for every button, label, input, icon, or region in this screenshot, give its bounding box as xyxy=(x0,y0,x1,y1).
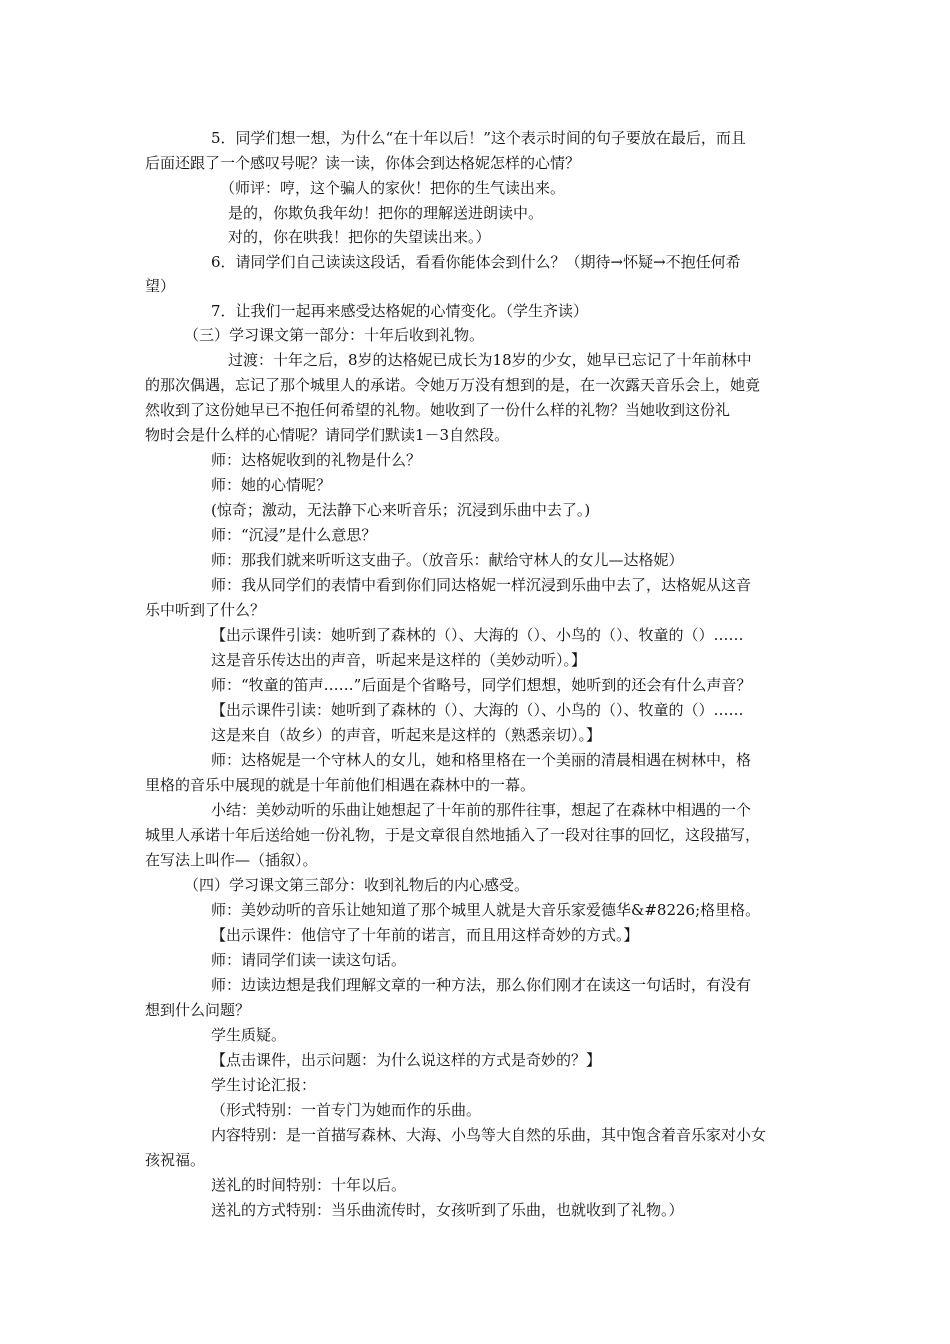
paragraph-line: 送礼的时间特别：十年以后。 xyxy=(211,1176,407,1194)
paragraph-line: 【出示课件引读：她听到了森林的（）、大海的（）、小鸟的（）、牧童的（）…… xyxy=(211,626,744,644)
paragraph-line: 物时会是什么样的心情呢？请同学们默读1－3自然段。 xyxy=(145,426,510,444)
paragraph-line: 城里人承诺十年后送给她一份礼物，于是文章很自然地插入了一段对往事的回忆，这段描写， xyxy=(145,826,761,844)
paragraph-line: 师：边读边想是我们理解文章的一种方法，那么你们刚才在读这一句话时，有没有 xyxy=(211,976,752,994)
paragraph-line: 乐中听到了什么？ xyxy=(145,601,266,619)
paragraph-line: 【出示课件引读：她听到了森林的（）、大海的（）、小鸟的（）、牧童的（）…… xyxy=(211,701,744,719)
paragraph-line: 师：美妙动听的音乐让她知道了那个城里人就是大音乐家爱德华&#8226;格里格。 xyxy=(211,901,761,919)
paragraph-line: 师：“沉浸”是什么意思？ xyxy=(211,526,377,544)
paragraph-line: 送礼的方式特别：当乐曲流传时，女孩听到了乐曲，也就收到了礼物。） xyxy=(211,1201,684,1219)
paragraph-line: 小结：美妙动听的乐曲让她想起了十年前的那件往事，想起了在森林中相遇的一个 xyxy=(211,801,752,819)
section-heading: （三）学习课文第一部分：十年后收到礼物。 xyxy=(184,326,485,344)
paragraph-line: 望） xyxy=(145,277,176,295)
paragraph-line: 在写法上叫作—（插叙）。 xyxy=(145,851,318,869)
paragraph-line: 这是音乐传达出的声音，听起来是这样的（美妙动听）。】 xyxy=(211,651,587,669)
paragraph-line: 7．让我们一起再来感受达格妮的心情变化。（学生齐读） xyxy=(211,302,589,320)
paragraph-line: 对的，你在哄我！把你的失望读出来。） xyxy=(228,228,491,246)
paragraph-line: 6．请同学们自己读读这段话，看看你能体会到什么？（期待→怀疑→不抱任何希 xyxy=(211,253,741,271)
paragraph-line: 然收到了这份她早已不抱任何希望的礼物。她收到了一份什么样的礼物？当她收到这份礼 xyxy=(145,401,731,419)
paragraph-line: 师：我从同学们的表情中看到你们同达格妮一样沉浸到乐曲中去了，达格妮从这音 xyxy=(211,576,752,594)
paragraph-line: 【点击课件，出示问题：为什么说这样的方式是奇妙的？】 xyxy=(211,1051,602,1069)
paragraph-line: 学生质疑。 xyxy=(211,1026,287,1044)
paragraph-line: 师：达格妮收到的礼物是什么？ xyxy=(211,451,422,469)
paragraph-line: 学生讨论汇报： xyxy=(211,1076,317,1094)
paragraph-line: 后面还跟了一个感叹号呢？读一读，你体会到达格妮怎样的心情？ xyxy=(145,154,581,172)
paragraph-line: （形式特别：一首专门为她而作的乐曲。 xyxy=(211,1101,482,1119)
paragraph-line: 师：那我们就来听听这支曲子。（放音乐：献给守林人的女儿—达格妮） xyxy=(211,551,684,569)
paragraph-line: 是的，你欺负我年幼！把你的理解送进朗读中。 xyxy=(228,204,544,222)
paragraph-line: (惊奇；激动，无法静下心来听音乐；沉浸到乐曲中去了。) xyxy=(211,501,591,519)
paragraph-line: 过渡：十年之后，8岁的达格妮已成长为18岁的少女，她早已忘记了十年前林中 xyxy=(228,351,752,369)
paragraph-line: 5．同学们想一想，为什么“在十年以后！”这个表示时间的句子要放在最后，而且 xyxy=(211,129,746,147)
paragraph-line: 孩祝福。 xyxy=(145,1151,206,1169)
paragraph-line: 内容特别：是一首描写森林、大海、小鸟等大自然的乐曲，其中饱含着音乐家对小女 xyxy=(211,1126,767,1144)
paragraph-line: 师：请同学们读一读这句话。 xyxy=(211,951,407,969)
paragraph-line: 【出示课件：他信守了十年前的诺言，而且用这样奇妙的方式。】 xyxy=(211,926,639,944)
section-heading: （四）学习课文第三部分：收到礼物后的内心感受。 xyxy=(184,876,530,894)
paragraph-line: 师：“牧童的笛声……”后面是个省略号，同学们想想，她听到的还会有什么声音？ xyxy=(211,676,752,694)
paragraph-line: 这是来自（故乡）的声音，听起来是这样的（熟悉亲切）。】 xyxy=(211,726,602,744)
paragraph-line: 师：她的心情呢？ xyxy=(211,476,332,494)
paragraph-line: 想到什么问题？ xyxy=(145,1001,251,1019)
paragraph-line: 师：达格妮是一个守林人的女儿，她和格里格在一个美丽的清晨相遇在树林中，格 xyxy=(211,751,752,769)
paragraph-line: 里格的音乐中展现的就是十年前他们相遇在森林中的一幕。 xyxy=(145,776,536,794)
paragraph-line: 的那次偶遇，忘记了那个城里人的承诺。令她万万没有想到的是，在一次露天音乐会上，她竟 xyxy=(145,376,761,394)
paragraph-line: （师评：哼，这个骗人的家伙！把你的生气读出来。 xyxy=(220,179,566,197)
